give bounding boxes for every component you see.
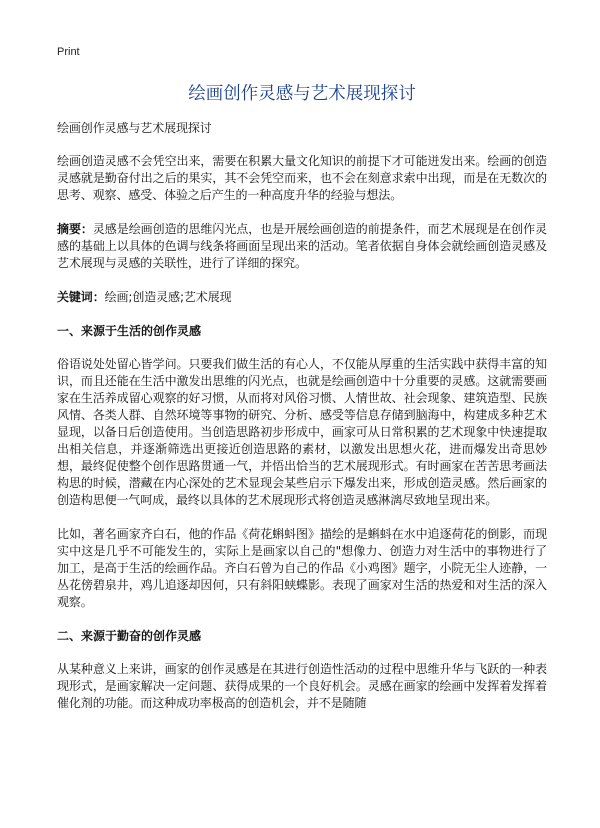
- abstract-text: 灵感是绘画创造的思维闪光点，也是开展绘画创造的前提条件，而艺术展现是在创作灵感的基础上以具体的色调与线条将画面呈现出来的活动。笔者依据自身体会就绘画创造灵感及艺术展现与灵感的关联性，进行了详细的探究。: [57, 222, 547, 270]
- document-subtitle: 绘画创作灵感与艺术展现探讨: [57, 121, 212, 135]
- page-title: 绘画创作灵感与艺术展现探讨: [188, 84, 416, 104]
- section-2-paragraph-1: 从某种意义上来讲，画家的创作灵感是在其进行创造性活动的过程中思维升华与飞跃的一种表现形式，是画家解决一定问题、获得成果的一个良好机会。灵感在画家的绘画中发挥着发挥着催化剂的功能。而这种成功率极高的创造机会，并不是随随: [57, 662, 547, 710]
- abstract-paragraph: [57, 221, 547, 272]
- keywords-paragraph: [57, 289, 547, 306]
- section-1-paragraph-1: 俗语说处处留心皆学问。只要我们做生活的有心人，不仅能从厚重的生活实践中获得丰富的知识，而且还能在生活中激发出思维的闪光点，也就是绘画创造中十分重要的灵感。这就需要画家在生活养成留心观察的好习惯，从而将对风俗习惯、人情世故、社会现象、建筑造型、民族风情、各类人群、自然环境等事物的研究、分析、感受等信息存储到脑海中，构建成多种艺术显现，以备日后创造使用。当创造思路初步形成中，画家可从日常积累的艺术现象中快速提取出相关信息，并逐渐筛选出更接近创造思路的素材，以激发出思想火花，进而爆发出奇思妙想，最终促使整个创作思路贯通一气，并悟出恰当的艺术展现形式。有时画家在苦苦思考画法构思的时候，潜藏在内心深处的艺术显现会某些启示下爆发出来，形成创造灵感。然后画家的创造构思便一气呵成，最终以具体的艺术展现形式将创造灵感淋漓尽致地呈现出来。: [57, 357, 547, 507]
- print-label[interactable]: Print: [57, 46, 80, 58]
- keywords-label: 关键词：: [57, 290, 105, 304]
- keywords-text: 绘画;创造灵感;艺术展现: [104, 290, 232, 304]
- section-heading-1: 一、来源于生活的创作灵感: [57, 324, 202, 338]
- document-body: [57, 120, 547, 712]
- section-1-paragraph-2: 比如，著名画家齐白石，他的作品《荷花蝌蚪图》描绘的是蝌蚪在水中追逐荷花的倒影，而现实中这是几乎不可能发生的，实际上是画家以自己的"想像力、创造力对生活中的事物进行了加工，是高于生活的绘画作品。齐白石曾为自己的作品《小鸡图》题字，小院无尘人迹静，一丛花傍碧泉井，鸡儿追逐却因何，只有斜阳蛱蝶影。表现了画家对生活的热爱和对生活的深入观察。: [57, 527, 547, 609]
- abstract-label: 摘要：: [57, 222, 93, 236]
- section-heading-2: 二、来源于勤奋的创作灵感: [57, 629, 202, 643]
- intro-paragraph: 绘画创造灵感不会凭空出来，需要在积累大量文化知识的前提下才可能迸发出来。绘画的创造灵感就是勤奋付出之后的果实，其不会凭空而来，也不会在刻意求索中出现，而是在无数次的思考、观察、感受、体验之后产生的一种高度升华的经验与想法。: [57, 154, 547, 202]
